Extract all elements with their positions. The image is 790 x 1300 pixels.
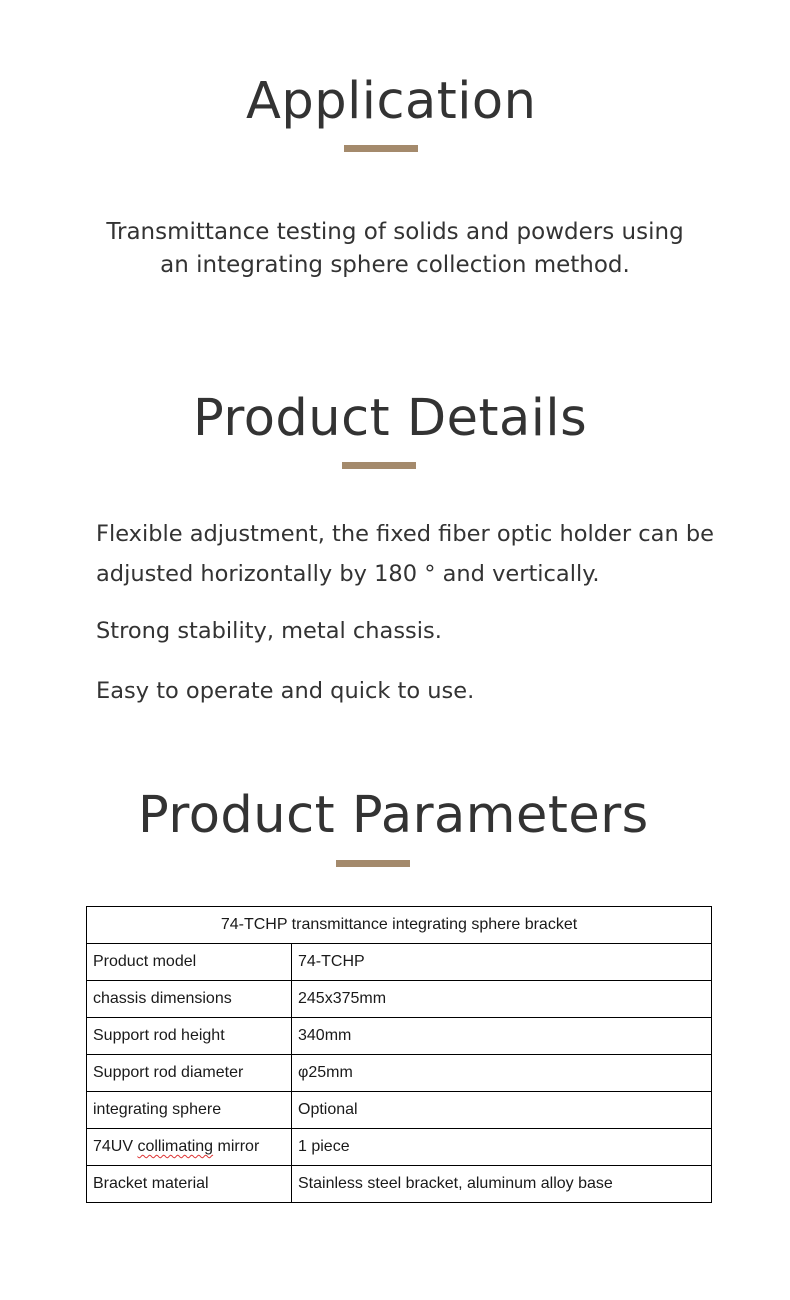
param-label: Support rod diameter (87, 1055, 292, 1092)
param-value: Stainless steel bracket, aluminum alloy base (292, 1166, 712, 1203)
param-value: 245x375mm (292, 981, 712, 1018)
param-value: Optional (292, 1092, 712, 1129)
application-heading: Application (246, 72, 537, 131)
application-line-1: Transmittance testing of solids and powders using (106, 219, 684, 245)
param-label-prefix: 74UV (93, 1138, 138, 1155)
table-row (87, 1166, 712, 1203)
details-para1-line-1: Flexible adjustment, the fixed fiber optic holder can be (96, 521, 715, 547)
param-value: 74-TCHP (292, 944, 712, 981)
spellcheck-flagged-word: collimating (137, 1138, 214, 1155)
application-accent-bar (344, 145, 418, 152)
table-caption: 74-TCHP transmittance integrating sphere bracket (87, 907, 712, 944)
details-heading: Product Details (193, 389, 588, 448)
param-label: Product model (87, 944, 292, 981)
param-value: 1 piece (292, 1129, 712, 1166)
table-caption-row (87, 907, 712, 944)
table-row (87, 1129, 712, 1166)
application-description (0, 216, 790, 282)
param-label (87, 1129, 292, 1166)
param-label: Support rod height (87, 1018, 292, 1055)
details-accent-bar (342, 462, 416, 469)
table-row (87, 944, 712, 981)
param-label: chassis dimensions (87, 981, 292, 1018)
details-paragraph-2: Strong stability, metal chassis. (96, 618, 442, 644)
parameters-table (86, 906, 712, 1203)
table-row (87, 1018, 712, 1055)
application-line-2: an integrating sphere collection method. (160, 252, 630, 278)
param-label: Bracket material (87, 1166, 292, 1203)
parameters-accent-bar (336, 860, 410, 867)
details-para1-line-2: adjusted horizontally by 180 ° and vertically. (96, 561, 600, 587)
details-paragraph-3: Easy to operate and quick to use. (96, 678, 475, 704)
param-value: 340mm (292, 1018, 712, 1055)
parameters-heading: Product Parameters (138, 786, 649, 845)
table-row (87, 1055, 712, 1092)
table-row (87, 1092, 712, 1129)
details-paragraph-1 (96, 514, 736, 594)
param-label-suffix: mirror (213, 1138, 260, 1155)
table-row (87, 981, 712, 1018)
param-value: φ25mm (292, 1055, 712, 1092)
param-label: integrating sphere (87, 1092, 292, 1129)
